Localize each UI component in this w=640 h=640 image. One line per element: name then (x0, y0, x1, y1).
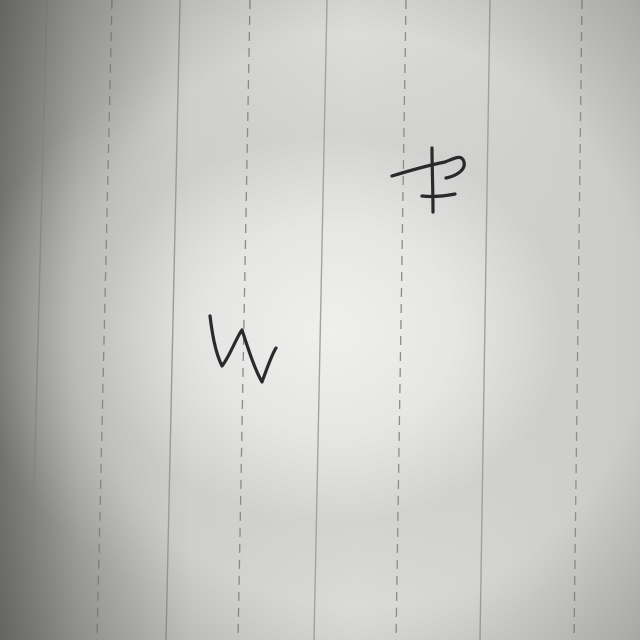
solid-rule-line (30, 0, 47, 640)
dashed-rule-line (396, 0, 406, 640)
dashed-rule-line (238, 0, 250, 640)
solid-rule-line (166, 0, 180, 640)
solid-rule-line (480, 0, 490, 640)
solid-rule-line (314, 0, 327, 640)
dashed-rule-line (97, 0, 112, 640)
dashed-rule-line (574, 0, 582, 640)
